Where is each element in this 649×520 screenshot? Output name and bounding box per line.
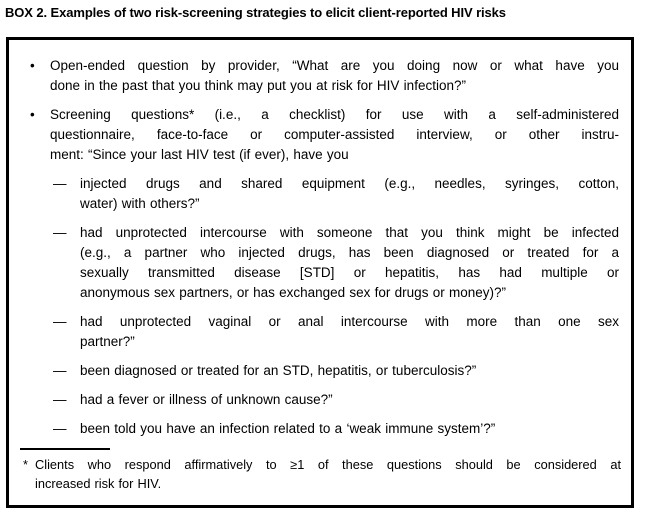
text-line: partner?” — [80, 334, 135, 349]
text-line: injected drugs and shared equipment (e.g., needles, syringes, cotton, — [80, 176, 619, 191]
text-line: had a fever or illness of unknown cause?” — [80, 392, 333, 407]
bullet-item-open-ended — [9, 56, 631, 96]
text-line: anonymous sex partners, or has exchanged sex for drugs or money)?” — [80, 285, 506, 300]
text-line: been diagnosed or treated for an STD, hepatitis, or tuberculosis?” — [80, 363, 477, 378]
checklist-item-fever — [9, 390, 631, 410]
text-line: Screening questions* (i.e., a checklist) for use with a self-administered — [50, 107, 619, 122]
text-line: Open-ended question by provider, “What are you doing now or what have you — [50, 58, 619, 73]
footnote — [9, 455, 631, 493]
dash-marker: — — [53, 225, 67, 240]
text-line: had unprotected intercourse with someone that you think might be infected — [80, 225, 619, 240]
checklist-item-unprotected-intercourse-infected — [9, 223, 631, 303]
text-line: been told you have an infection related to a ‘weak immune system’?” — [80, 421, 496, 436]
bullet-item-screening-questions — [9, 105, 631, 165]
text-line: increased risk for HIV. — [35, 476, 162, 491]
checklist-item-multiple-partners — [9, 312, 631, 352]
text-line: questionnaire, face-to-face or computer-assisted interview, or other instru- — [50, 127, 619, 142]
risk-screening-box — [6, 37, 634, 508]
text-line: water) with others?” — [80, 196, 200, 211]
text-line: (e.g., a partner who injected drugs, has been diagnosed or treated for a — [80, 245, 619, 260]
checklist-item-weak-immune-system — [9, 419, 631, 439]
dash-marker: — — [53, 176, 67, 191]
bullet-marker: • — [30, 107, 35, 122]
checklist-item-injected-drugs — [9, 174, 631, 214]
dash-marker: — — [53, 421, 67, 436]
box-title: BOX 2. Examples of two risk-screening strategies to elicit client-reported HIV risks — [5, 5, 506, 20]
text-line: had unprotected vaginal or anal intercourse with more than one sex — [80, 314, 619, 329]
footnote-rule — [20, 448, 110, 450]
text-line: Clients who respond affirmatively to ≥1 of these questions should be considered at — [35, 457, 621, 472]
text-line: ment: “Since your last HIV test (if ever), have you — [50, 147, 349, 162]
bullet-marker: • — [30, 58, 35, 73]
checklist-item-std-diagnosis — [9, 361, 631, 381]
text-line: sexually transmitted disease [STD] or hepatitis, has had multiple or — [80, 265, 619, 280]
dash-marker: — — [53, 363, 67, 378]
dash-marker: — — [53, 392, 67, 407]
footnote-asterisk: * — [23, 457, 28, 472]
dash-marker: — — [53, 314, 67, 329]
text-line: done in the past that you think may put you at risk for HIV infection?” — [50, 78, 466, 93]
